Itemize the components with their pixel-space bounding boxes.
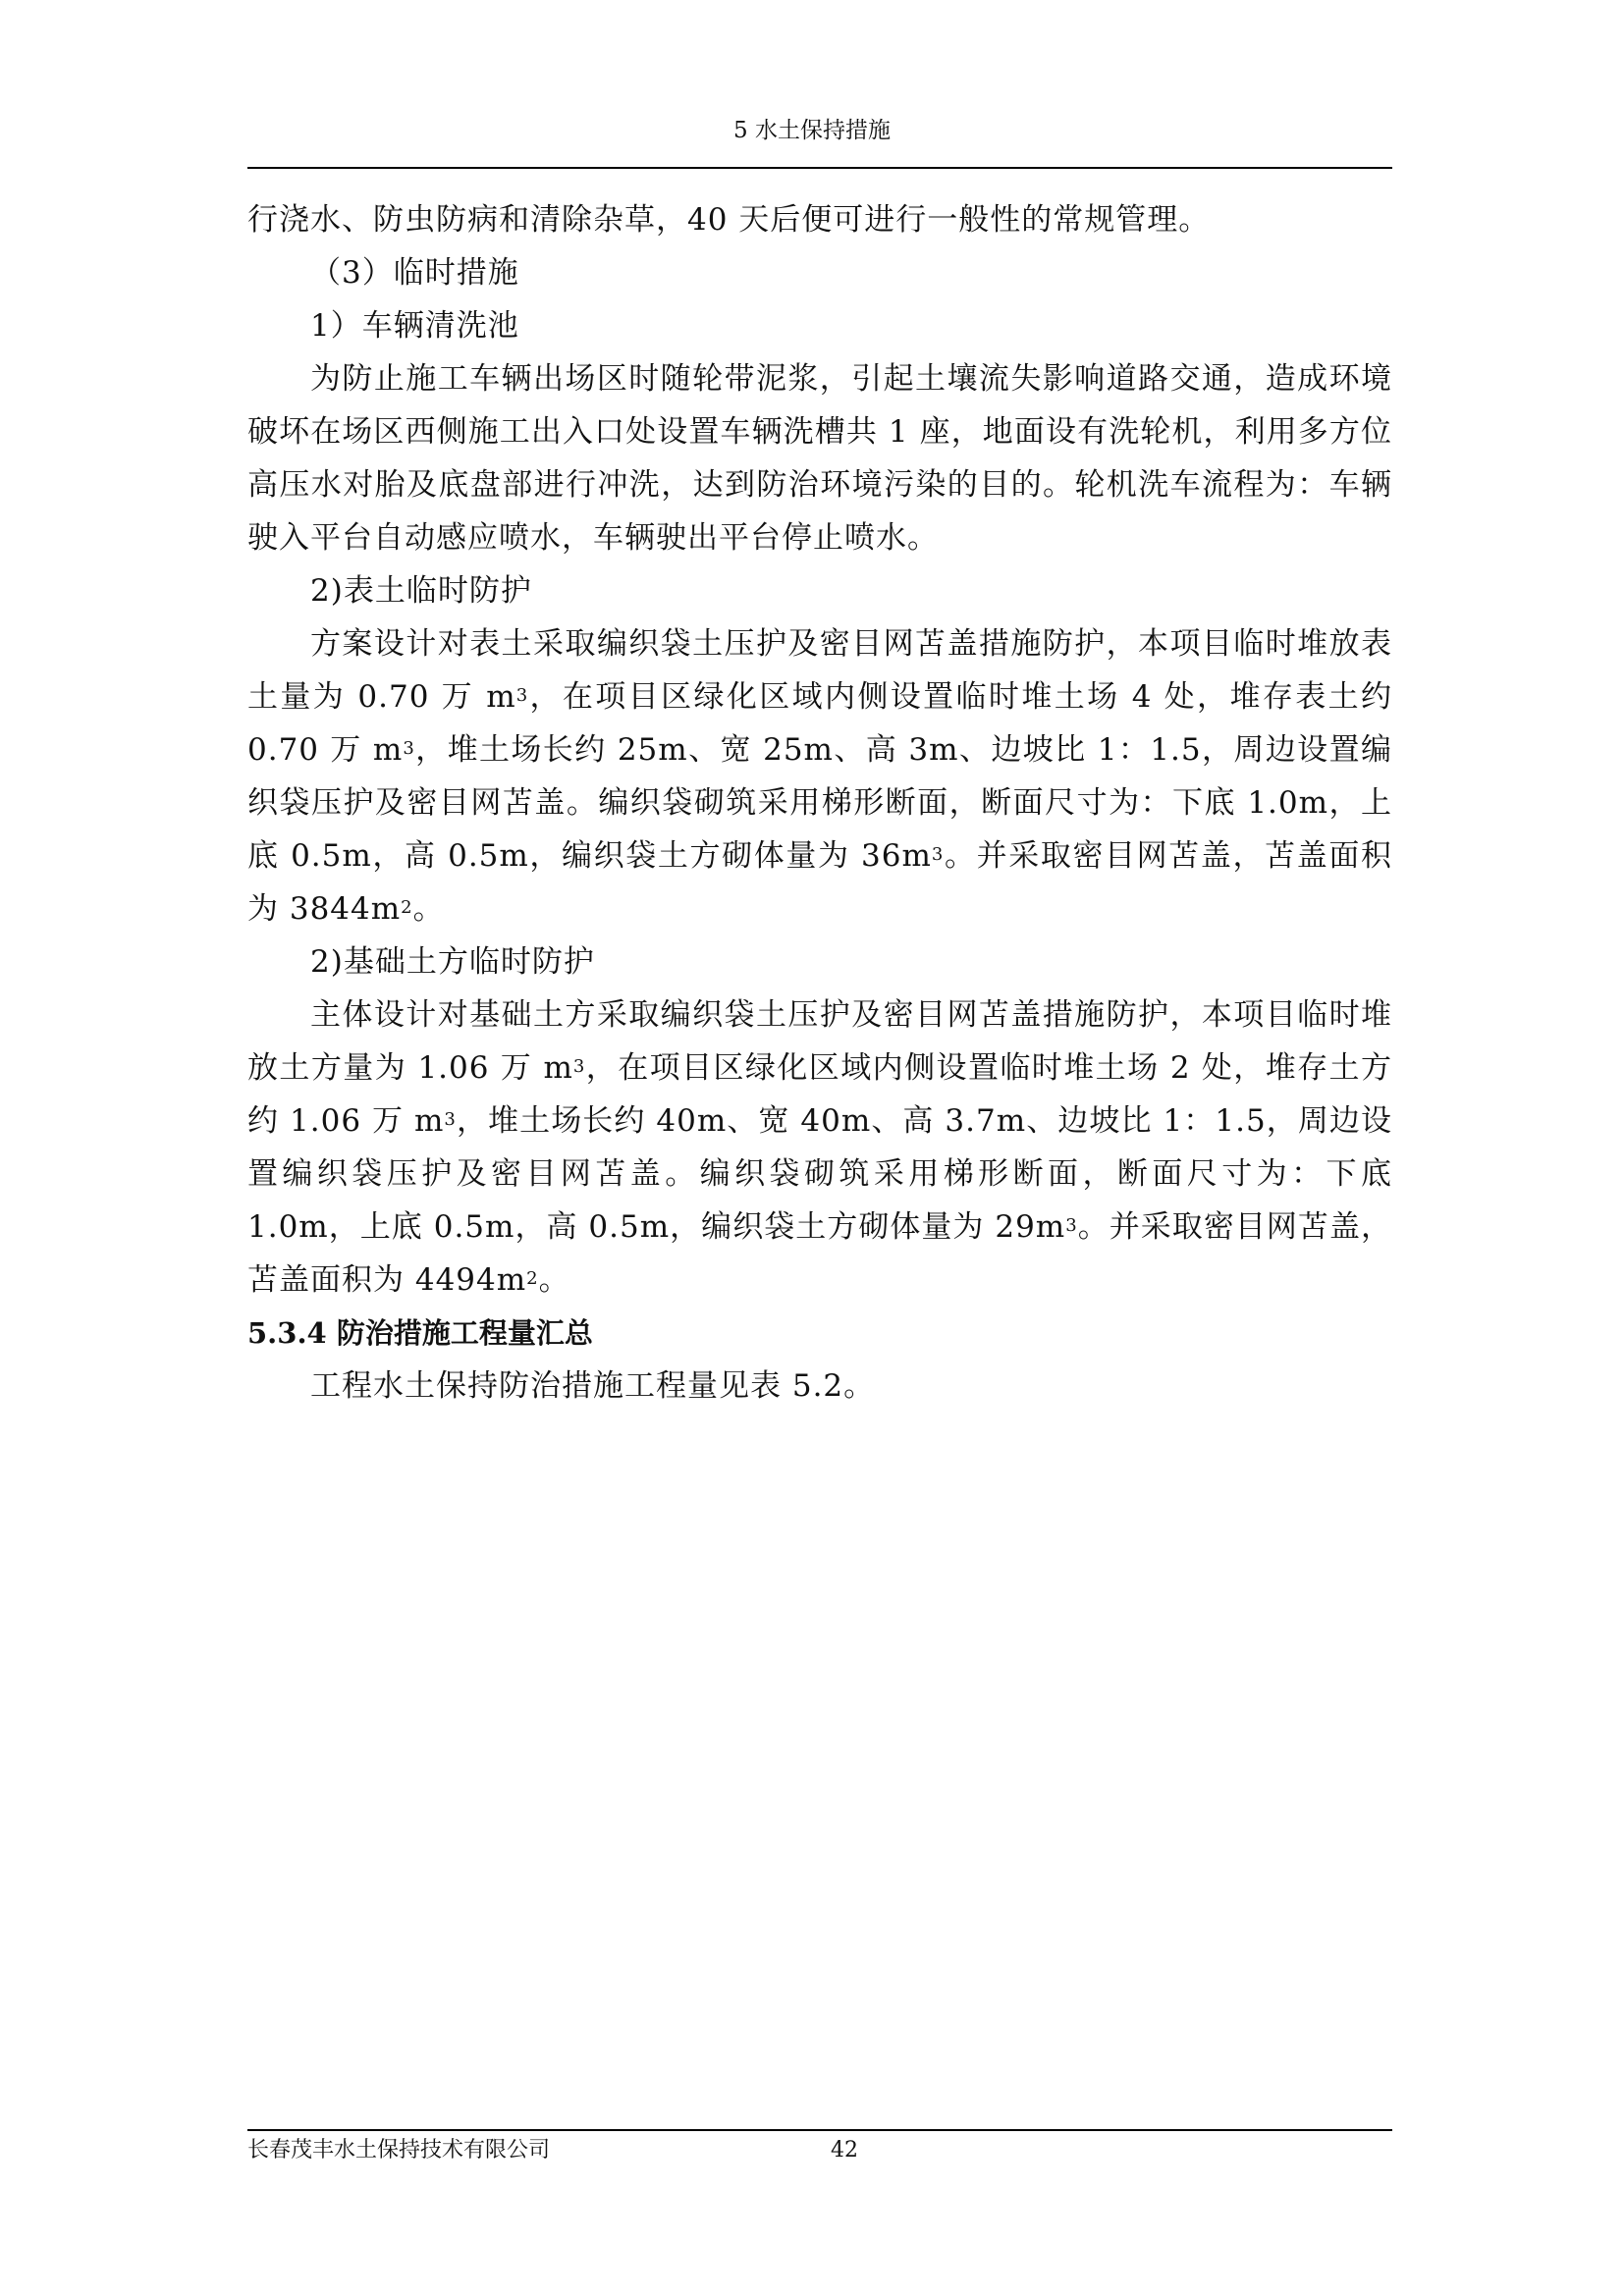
- superscript: 3: [1065, 1215, 1078, 1236]
- paragraph-foundation-earthwork: [247, 988, 1392, 1307]
- superscript: 3: [931, 844, 945, 865]
- page-number: 42: [831, 2138, 858, 2163]
- superscript: 3: [403, 738, 415, 759]
- superscript: 2: [401, 897, 413, 918]
- text-segment: 主体设计对基础土方采取编织袋土压护及密目网苫盖措施防护，本项目临时堆放土方量为 1.06 万 m: [247, 997, 1392, 1086]
- superscript: 3: [444, 1109, 457, 1130]
- text-segment: 方案设计对表土采取编织袋土压护及密目网苫盖措施防护，本项目临时堆放表土量为 0.70 万 m: [247, 626, 1392, 715]
- paragraph-continuation: 行浇水、防虫防病和清除杂草，40 天后便可进行一般性的常规管理。: [247, 202, 1211, 238]
- subheading-temporary-measures: （3）临时措施: [310, 255, 519, 291]
- superscript: 3: [515, 685, 529, 706]
- header-rule: [247, 167, 1392, 169]
- footer-rule: [247, 2129, 1392, 2131]
- text-segment: 。并采取密目网苫盖，苫盖面积为 3844m: [247, 838, 1392, 927]
- text-segment: 。并采取密目网苫盖，苫盖面积为 4494m: [247, 1209, 1392, 1298]
- subheading-foundation-earthwork: 2)基础土方临时防护: [310, 944, 595, 980]
- superscript: 2: [526, 1268, 539, 1289]
- text-segment: 。: [412, 891, 445, 927]
- text-segment: 。: [538, 1262, 570, 1298]
- text-segment: ，堆土场长约 25m、宽 25m、高 3m、边坡比 1：1.5，周边设置编织袋压护及密目网苫盖。编织袋砌筑采用梯形断面，断面尺寸为：下底 1.0m，上底 0.5m，高 0.5m，编织袋土方砌体量为 36m: [247, 732, 1392, 874]
- text-segment: ，堆土场长约 40m、宽 40m、高 3.7m、边坡比 1：1.5，周边设置编织袋压护及密目网苫盖。编织袋砌筑采用梯形断面，断面尺寸为：下底 1.0m，上底 0.5m，高 0.5m，编织袋土方砌体量为 29m: [247, 1103, 1392, 1245]
- subheading-wash-pool: 1）车辆清洗池: [310, 308, 519, 344]
- text-segment: ，在项目区绿化区域内侧设置临时堆土场 2 处，堆存土方约 1.06 万 m: [247, 1050, 1392, 1139]
- paragraph-topsoil-protection: [247, 617, 1392, 935]
- text-segment: ，在项目区绿化区域内侧设置临时堆土场 4 处，堆存表土约 0.70 万 m: [247, 679, 1392, 768]
- page-body: [247, 193, 1392, 1413]
- paragraph-wash-pool: 为防止施工车辆出场区时随轮带泥浆，引起土壤流失影响道路交通，造成环境破坏在场区西侧施工出入口处设置车辆洗槽共 1 座，地面设有洗轮机，利用多方位高压水对胎及底盘部进行冲洗，达到防治环境污染的目的。轮机洗车流程为：车辆驶入平台自动感应喷水，车辆驶出平台停止喷水。: [247, 361, 1392, 556]
- paragraph-summary: 工程水土保持防治措施工程量见表 5.2。: [310, 1368, 876, 1404]
- running-header: 5 水土保持措施: [733, 118, 891, 143]
- footer-company-name: 长春茂丰水土保持技术有限公司: [247, 2138, 551, 2163]
- section-heading: 5.3.4 防治措施工程量汇总: [247, 1316, 593, 1350]
- subheading-topsoil-protection: 2)表土临时防护: [310, 573, 532, 609]
- superscript: 3: [572, 1056, 586, 1077]
